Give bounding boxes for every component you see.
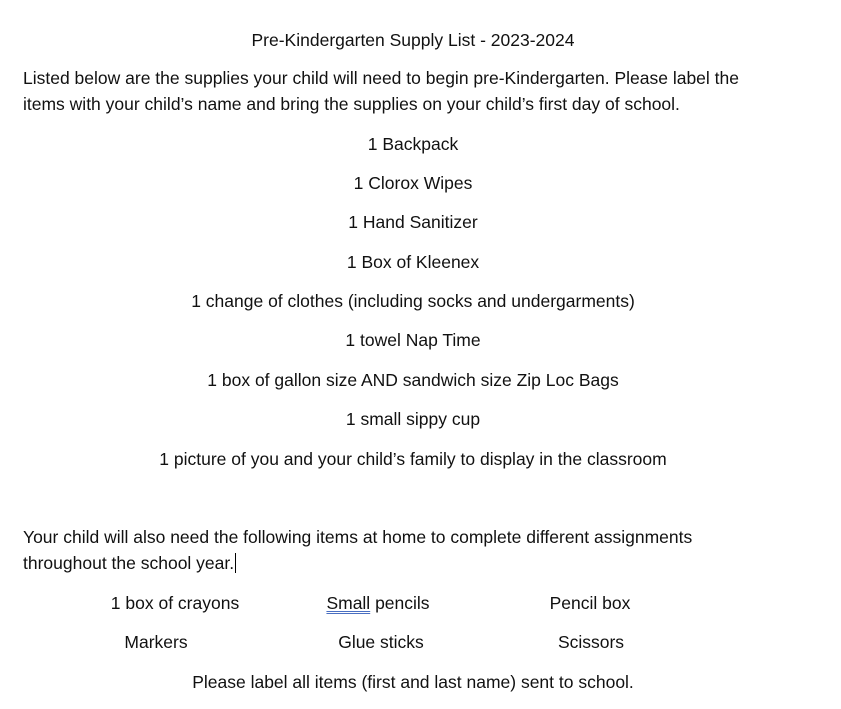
text-cursor <box>235 553 236 573</box>
footer-note: Please label all items (first and last name) sent to school. <box>192 672 634 692</box>
supply-item: 1 small sippy cup <box>345 409 481 429</box>
home-item: Scissors <box>557 632 625 652</box>
intro-line-1: Listed below are the supplies your child will need to begin pre-Kindergarten. Please label the <box>23 68 739 88</box>
home-item: Pencil box <box>549 593 631 613</box>
supply-item: 1 box of gallon size AND sandwich size Zip Loc Bags <box>207 370 619 390</box>
supply-item: 1 Clorox Wipes <box>353 173 473 193</box>
supply-item: 1 Box of Kleenex <box>346 252 480 272</box>
supply-item: 1 Hand Sanitizer <box>348 212 478 232</box>
supply-item: 1 picture of you and your child’s family to display in the classroom <box>159 449 667 469</box>
supply-item: 1 change of clothes (including socks and undergarments) <box>191 291 635 311</box>
intro-line-2: items with your child’s name and bring the supplies on your child’s first day of school. <box>23 94 680 114</box>
page-title: Pre-Kindergarten Supply List - 2023-2024 <box>251 30 575 50</box>
supply-item: 1 Backpack <box>367 134 459 154</box>
home-item <box>278 592 478 614</box>
home-note-line-2 <box>23 552 236 574</box>
home-note-line-1: Your child will also need the following items at home to complete different assignments <box>23 527 693 547</box>
home-note-line-2-text: throughout the school year. <box>23 553 235 573</box>
home-item: Markers <box>124 632 188 652</box>
spellcheck-underlined-word[interactable]: Small <box>326 593 371 613</box>
supply-item: 1 towel Nap Time <box>345 330 481 350</box>
home-item-rest: pencils <box>370 593 430 613</box>
home-item: 1 box of crayons <box>110 593 240 613</box>
home-item: Glue sticks <box>338 632 424 652</box>
